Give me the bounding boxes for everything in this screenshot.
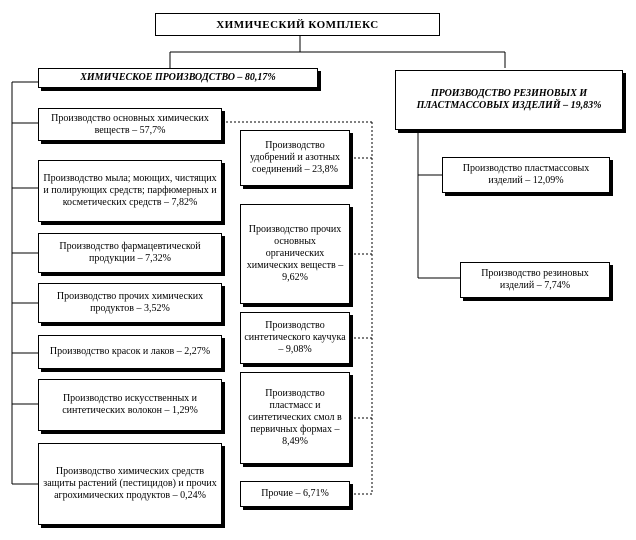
plastics-primary-box: Производство пластмасс и синтетических смол в первичных формах – 8,49% bbox=[240, 372, 350, 464]
rubber-plastic-header: ПРОИЗВОДСТВО РЕЗИНОВЫХ И ПЛАСТМАССОВЫХ ИЗДЕЛИЙ – 19,83% bbox=[395, 70, 623, 130]
other-chemical-products-box: Производство прочих химических продуктов – 3,52% bbox=[38, 283, 222, 323]
chemical-complex-title: ХИМИЧЕСКИЙ КОМПЛЕКС bbox=[155, 13, 440, 36]
fertilizers-box: Производство удобрений и азотных соединений – 23,8% bbox=[240, 130, 350, 186]
other-box: Прочие – 6,71% bbox=[240, 481, 350, 507]
plastic-products-box: Производство пластмассовых изделий – 12,09% bbox=[442, 157, 610, 193]
pharmaceutical-box: Производство фармацевтической продукции – 7,32% bbox=[38, 233, 222, 273]
synthetic-fibres-box: Производство искусственных и синтетических волокон – 1,29% bbox=[38, 379, 222, 431]
pesticides-box: Производство химических средств защиты растений (пестицидов) и прочих агрохимических продуктов – 0,24% bbox=[38, 443, 222, 525]
basic-chemicals-box: Производство основных химических веществ – 57,7% bbox=[38, 108, 222, 141]
chemical-production-header: ХИМИЧЕСКОЕ ПРОИЗВОДСТВО – 80,17% bbox=[38, 68, 318, 88]
synthetic-rubber-box: Производство синтетического каучука – 9,08% bbox=[240, 312, 350, 364]
organic-chemicals-box: Производство прочих основных органических химических веществ – 9,62% bbox=[240, 204, 350, 304]
paints-varnishes-box: Производство красок и лаков – 2,27% bbox=[38, 335, 222, 369]
soap-cosmetics-box: Производство мыла; моющих, чистящих и полирующих средств; парфюмерных и косметических средств – 7,82% bbox=[38, 160, 222, 222]
rubber-products-box: Производство резиновых изделий – 7,74% bbox=[460, 262, 610, 298]
